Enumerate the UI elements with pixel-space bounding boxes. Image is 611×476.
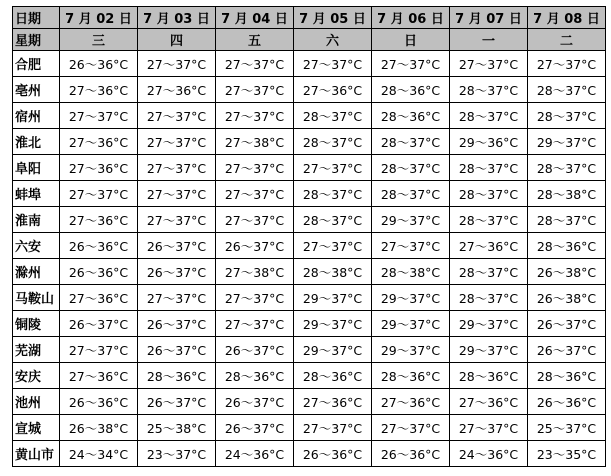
table-row: [13, 441, 606, 467]
temperature-cell: 26～38°C: [528, 259, 606, 285]
date-header-cell: 7 月 08 日: [528, 7, 606, 29]
temperature-cell: 28～37°C: [450, 207, 528, 233]
temperature-cell: 26～36°C: [60, 233, 138, 259]
table-row: [13, 285, 606, 311]
weekday-header-cell: 三: [60, 29, 138, 51]
weekday-header-cell: 六: [294, 29, 372, 51]
temperature-cell: 25～37°C: [528, 415, 606, 441]
temperature-cell: 27～37°C: [138, 181, 216, 207]
temperature-cell: 27～37°C: [450, 415, 528, 441]
temperature-cell: 28～38°C: [294, 259, 372, 285]
temperature-cell: 27～37°C: [216, 77, 294, 103]
weekday-header-cell: 五: [216, 29, 294, 51]
city-name-cell: 亳州: [13, 77, 60, 103]
temperature-cell: 26～37°C: [138, 389, 216, 415]
temperature-cell: 28～37°C: [450, 181, 528, 207]
table-row: [13, 389, 606, 415]
temperature-cell: 28～38°C: [528, 181, 606, 207]
temperature-cell: 27～37°C: [528, 51, 606, 77]
weekday-label: 星期: [13, 29, 60, 51]
temperature-cell: 29～37°C: [294, 285, 372, 311]
table-row: [13, 363, 606, 389]
temperature-cell: 27～37°C: [216, 181, 294, 207]
temperature-cell: 26～37°C: [138, 259, 216, 285]
temperature-cell: 26～36°C: [60, 259, 138, 285]
temperature-cell: 26～37°C: [138, 311, 216, 337]
temperature-cell: 29～36°C: [450, 129, 528, 155]
temperature-cell: 27～37°C: [216, 311, 294, 337]
temperature-cell: 28～37°C: [528, 103, 606, 129]
date-header-cell: 7 月 06 日: [372, 7, 450, 29]
temperature-cell: 26～37°C: [528, 337, 606, 363]
temperature-cell: 27～36°C: [60, 155, 138, 181]
temperature-cell: 26～36°C: [528, 389, 606, 415]
table-row: [13, 103, 606, 129]
temperature-cell: 27～36°C: [60, 129, 138, 155]
temperature-cell: 27～37°C: [294, 51, 372, 77]
table-row: [13, 233, 606, 259]
temperature-cell: 26～37°C: [138, 337, 216, 363]
temperature-cell: 27～37°C: [216, 155, 294, 181]
table-row: [13, 259, 606, 285]
temperature-cell: 27～37°C: [450, 51, 528, 77]
table-row: [13, 155, 606, 181]
weekday-header-row: [13, 29, 606, 51]
temperature-cell: 27～37°C: [60, 181, 138, 207]
temperature-cell: 23～37°C: [138, 441, 216, 467]
temperature-cell: 23～35°C: [528, 441, 606, 467]
city-name-cell: 铜陵: [13, 311, 60, 337]
temperature-cell: 28～37°C: [294, 207, 372, 233]
date-label: 日期: [13, 7, 60, 29]
temperature-cell: 29～37°C: [450, 337, 528, 363]
temperature-cell: 29～37°C: [372, 311, 450, 337]
temperature-cell: 29～37°C: [372, 207, 450, 233]
temperature-cell: 28～36°C: [372, 103, 450, 129]
temperature-cell: 27～36°C: [450, 233, 528, 259]
temperature-cell: 29～37°C: [372, 285, 450, 311]
temperature-cell: 27～36°C: [60, 363, 138, 389]
temperature-cell: 29～37°C: [450, 311, 528, 337]
temperature-cell: 28～36°C: [372, 77, 450, 103]
weather-forecast-table: [12, 6, 606, 467]
city-name-cell: 六安: [13, 233, 60, 259]
temperature-cell: 28～37°C: [372, 155, 450, 181]
temperature-cell: 25～38°C: [138, 415, 216, 441]
temperature-cell: 28～36°C: [372, 363, 450, 389]
date-header-cell: 7 月 05 日: [294, 7, 372, 29]
temperature-cell: 26～37°C: [216, 233, 294, 259]
table-row: [13, 415, 606, 441]
temperature-cell: 27～37°C: [216, 51, 294, 77]
temperature-cell: 27～37°C: [60, 337, 138, 363]
city-name-cell: 淮南: [13, 207, 60, 233]
temperature-cell: 28～37°C: [528, 77, 606, 103]
temperature-cell: 28～37°C: [450, 103, 528, 129]
temperature-cell: 27～37°C: [216, 103, 294, 129]
date-header-row: [13, 7, 606, 29]
temperature-cell: 28～37°C: [450, 155, 528, 181]
temperature-cell: 28～36°C: [528, 233, 606, 259]
date-header-cell: 7 月 04 日: [216, 7, 294, 29]
date-header-cell: 7 月 02 日: [60, 7, 138, 29]
temperature-cell: 29～37°C: [294, 337, 372, 363]
city-name-cell: 芜湖: [13, 337, 60, 363]
temperature-cell: 27～37°C: [294, 415, 372, 441]
temperature-cell: 28～38°C: [372, 259, 450, 285]
temperature-cell: 27～36°C: [60, 207, 138, 233]
city-name-cell: 黄山市: [13, 441, 60, 467]
temperature-cell: 27～37°C: [138, 51, 216, 77]
table-row: [13, 51, 606, 77]
temperature-cell: 26～36°C: [294, 441, 372, 467]
temperature-cell: 26～37°C: [138, 233, 216, 259]
city-name-cell: 滁州: [13, 259, 60, 285]
temperature-cell: 27～37°C: [60, 103, 138, 129]
temperature-cell: 28～37°C: [528, 207, 606, 233]
temperature-cell: 26～37°C: [216, 415, 294, 441]
city-name-cell: 池州: [13, 389, 60, 415]
temperature-cell: 26～36°C: [60, 51, 138, 77]
temperature-cell: 28～37°C: [372, 181, 450, 207]
forecast-table-container: [12, 6, 606, 467]
temperature-cell: 24～36°C: [216, 441, 294, 467]
temperature-cell: 28～37°C: [450, 285, 528, 311]
temperature-cell: 29～37°C: [372, 337, 450, 363]
temperature-cell: 27～36°C: [294, 77, 372, 103]
temperature-cell: 26～38°C: [528, 285, 606, 311]
temperature-cell: 26～37°C: [216, 389, 294, 415]
temperature-cell: 27～37°C: [138, 155, 216, 181]
temperature-cell: 27～37°C: [372, 233, 450, 259]
date-header-cell: 7 月 07 日: [450, 7, 528, 29]
temperature-cell: 24～36°C: [450, 441, 528, 467]
temperature-cell: 29～37°C: [528, 129, 606, 155]
temperature-cell: 26～37°C: [216, 337, 294, 363]
temperature-cell: 28～37°C: [294, 181, 372, 207]
weekday-header-cell: 日: [372, 29, 450, 51]
city-name-cell: 阜阳: [13, 155, 60, 181]
temperature-cell: 27～36°C: [60, 285, 138, 311]
temperature-cell: 26～36°C: [372, 441, 450, 467]
table-row: [13, 207, 606, 233]
temperature-cell: 26～38°C: [60, 415, 138, 441]
temperature-cell: 27～37°C: [294, 233, 372, 259]
temperature-cell: 29～37°C: [294, 311, 372, 337]
temperature-cell: 28～36°C: [294, 363, 372, 389]
city-name-cell: 蚌埠: [13, 181, 60, 207]
temperature-cell: 28～37°C: [294, 103, 372, 129]
date-header-cell: 7 月 03 日: [138, 7, 216, 29]
temperature-cell: 28～36°C: [528, 363, 606, 389]
city-name-cell: 宣城: [13, 415, 60, 441]
city-name-cell: 合肥: [13, 51, 60, 77]
weekday-header-cell: 二: [528, 29, 606, 51]
city-name-cell: 淮北: [13, 129, 60, 155]
weekday-header-cell: 一: [450, 29, 528, 51]
temperature-cell: 27～37°C: [216, 285, 294, 311]
temperature-cell: 27～37°C: [138, 103, 216, 129]
city-name-cell: 安庆: [13, 363, 60, 389]
table-row: [13, 311, 606, 337]
temperature-cell: 28～36°C: [138, 363, 216, 389]
table-row: [13, 129, 606, 155]
temperature-cell: 27～36°C: [450, 389, 528, 415]
temperature-cell: 27～37°C: [294, 155, 372, 181]
city-name-cell: 宿州: [13, 103, 60, 129]
temperature-cell: 27～36°C: [60, 77, 138, 103]
table-row: [13, 77, 606, 103]
temperature-cell: 27～36°C: [372, 389, 450, 415]
temperature-cell: 28～37°C: [294, 129, 372, 155]
temperature-cell: 27～37°C: [216, 207, 294, 233]
table-row: [13, 337, 606, 363]
temperature-cell: 26～36°C: [60, 389, 138, 415]
temperature-cell: 27～38°C: [216, 259, 294, 285]
weekday-header-cell: 四: [138, 29, 216, 51]
temperature-cell: 28～37°C: [450, 259, 528, 285]
temperature-cell: 28～36°C: [216, 363, 294, 389]
temperature-cell: 24～34°C: [60, 441, 138, 467]
temperature-cell: 28～37°C: [528, 155, 606, 181]
temperature-cell: 28～36°C: [450, 363, 528, 389]
temperature-cell: 27～38°C: [216, 129, 294, 155]
temperature-cell: 27～36°C: [138, 77, 216, 103]
temperature-cell: 27～37°C: [372, 415, 450, 441]
temperature-cell: 28～37°C: [372, 129, 450, 155]
temperature-cell: 26～37°C: [60, 311, 138, 337]
city-name-cell: 马鞍山: [13, 285, 60, 311]
temperature-cell: 27～37°C: [138, 207, 216, 233]
temperature-cell: 28～37°C: [450, 77, 528, 103]
temperature-cell: 27～37°C: [138, 129, 216, 155]
table-row: [13, 181, 606, 207]
temperature-cell: 27～37°C: [138, 285, 216, 311]
temperature-cell: 26～37°C: [528, 311, 606, 337]
temperature-cell: 27～37°C: [372, 51, 450, 77]
temperature-cell: 27～36°C: [294, 389, 372, 415]
